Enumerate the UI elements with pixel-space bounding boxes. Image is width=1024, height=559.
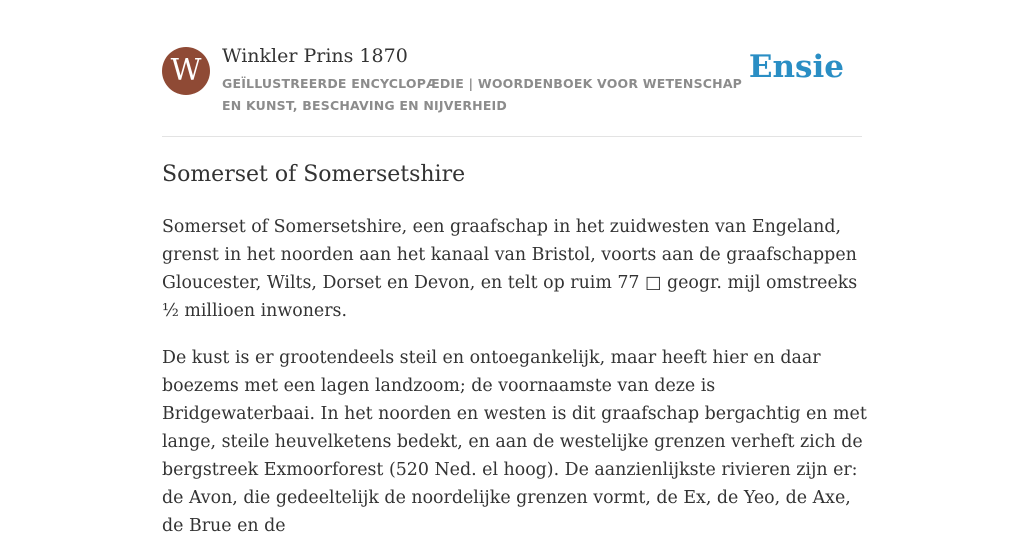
ensie-logo[interactable]: Ensie [748,49,844,85]
article-title: Somerset of Somersetshire [162,162,466,187]
article-paragraph-2: De kust is er grootendeels steil en ontoegankelijk, maar heeft hier en daar boezems met een lagen landzoom; de voornaamste van deze is Bridgewaterbaai. In het noorden en westen is dit graafschap bergachtig en met lange, steile heuvelketens bedekt, en aan de westelijke grenzen verheft zich de bergstreek Exmoorforest (520 Ned. el hoog). De aanzienlijkste rivieren zijn er: de Avon, die gedeeltelijk de noordelijke grenzen vormt, de Ex, de Yeo, de Axe, de Brue en de [162,348,867,536]
source-subtitle: GEÏLLUSTREERDE ENCYCLOPÆDIE | WOORDENBOEK VOOR WETENSCHAP EN KUNST, BESCHAVING EN NIJVERHEID [222,76,743,113]
article [162,158,870,559]
source-title[interactable]: Winkler Prins 1870 [222,45,408,67]
source-header [162,44,862,137]
source-avatar[interactable]: W [162,47,210,95]
article-paragraph-1: Somerset of Somersetshire, een graafschap in het zuidwesten van Engeland, grenst in het noorden aan het kanaal van Bristol, voorts aan de graafschappen Gloucester, Wilts, Dorset en Devon, en telt op ruim 77 □ geogr. mijl omstreeks ½ millioen inwoners. [162,217,858,321]
